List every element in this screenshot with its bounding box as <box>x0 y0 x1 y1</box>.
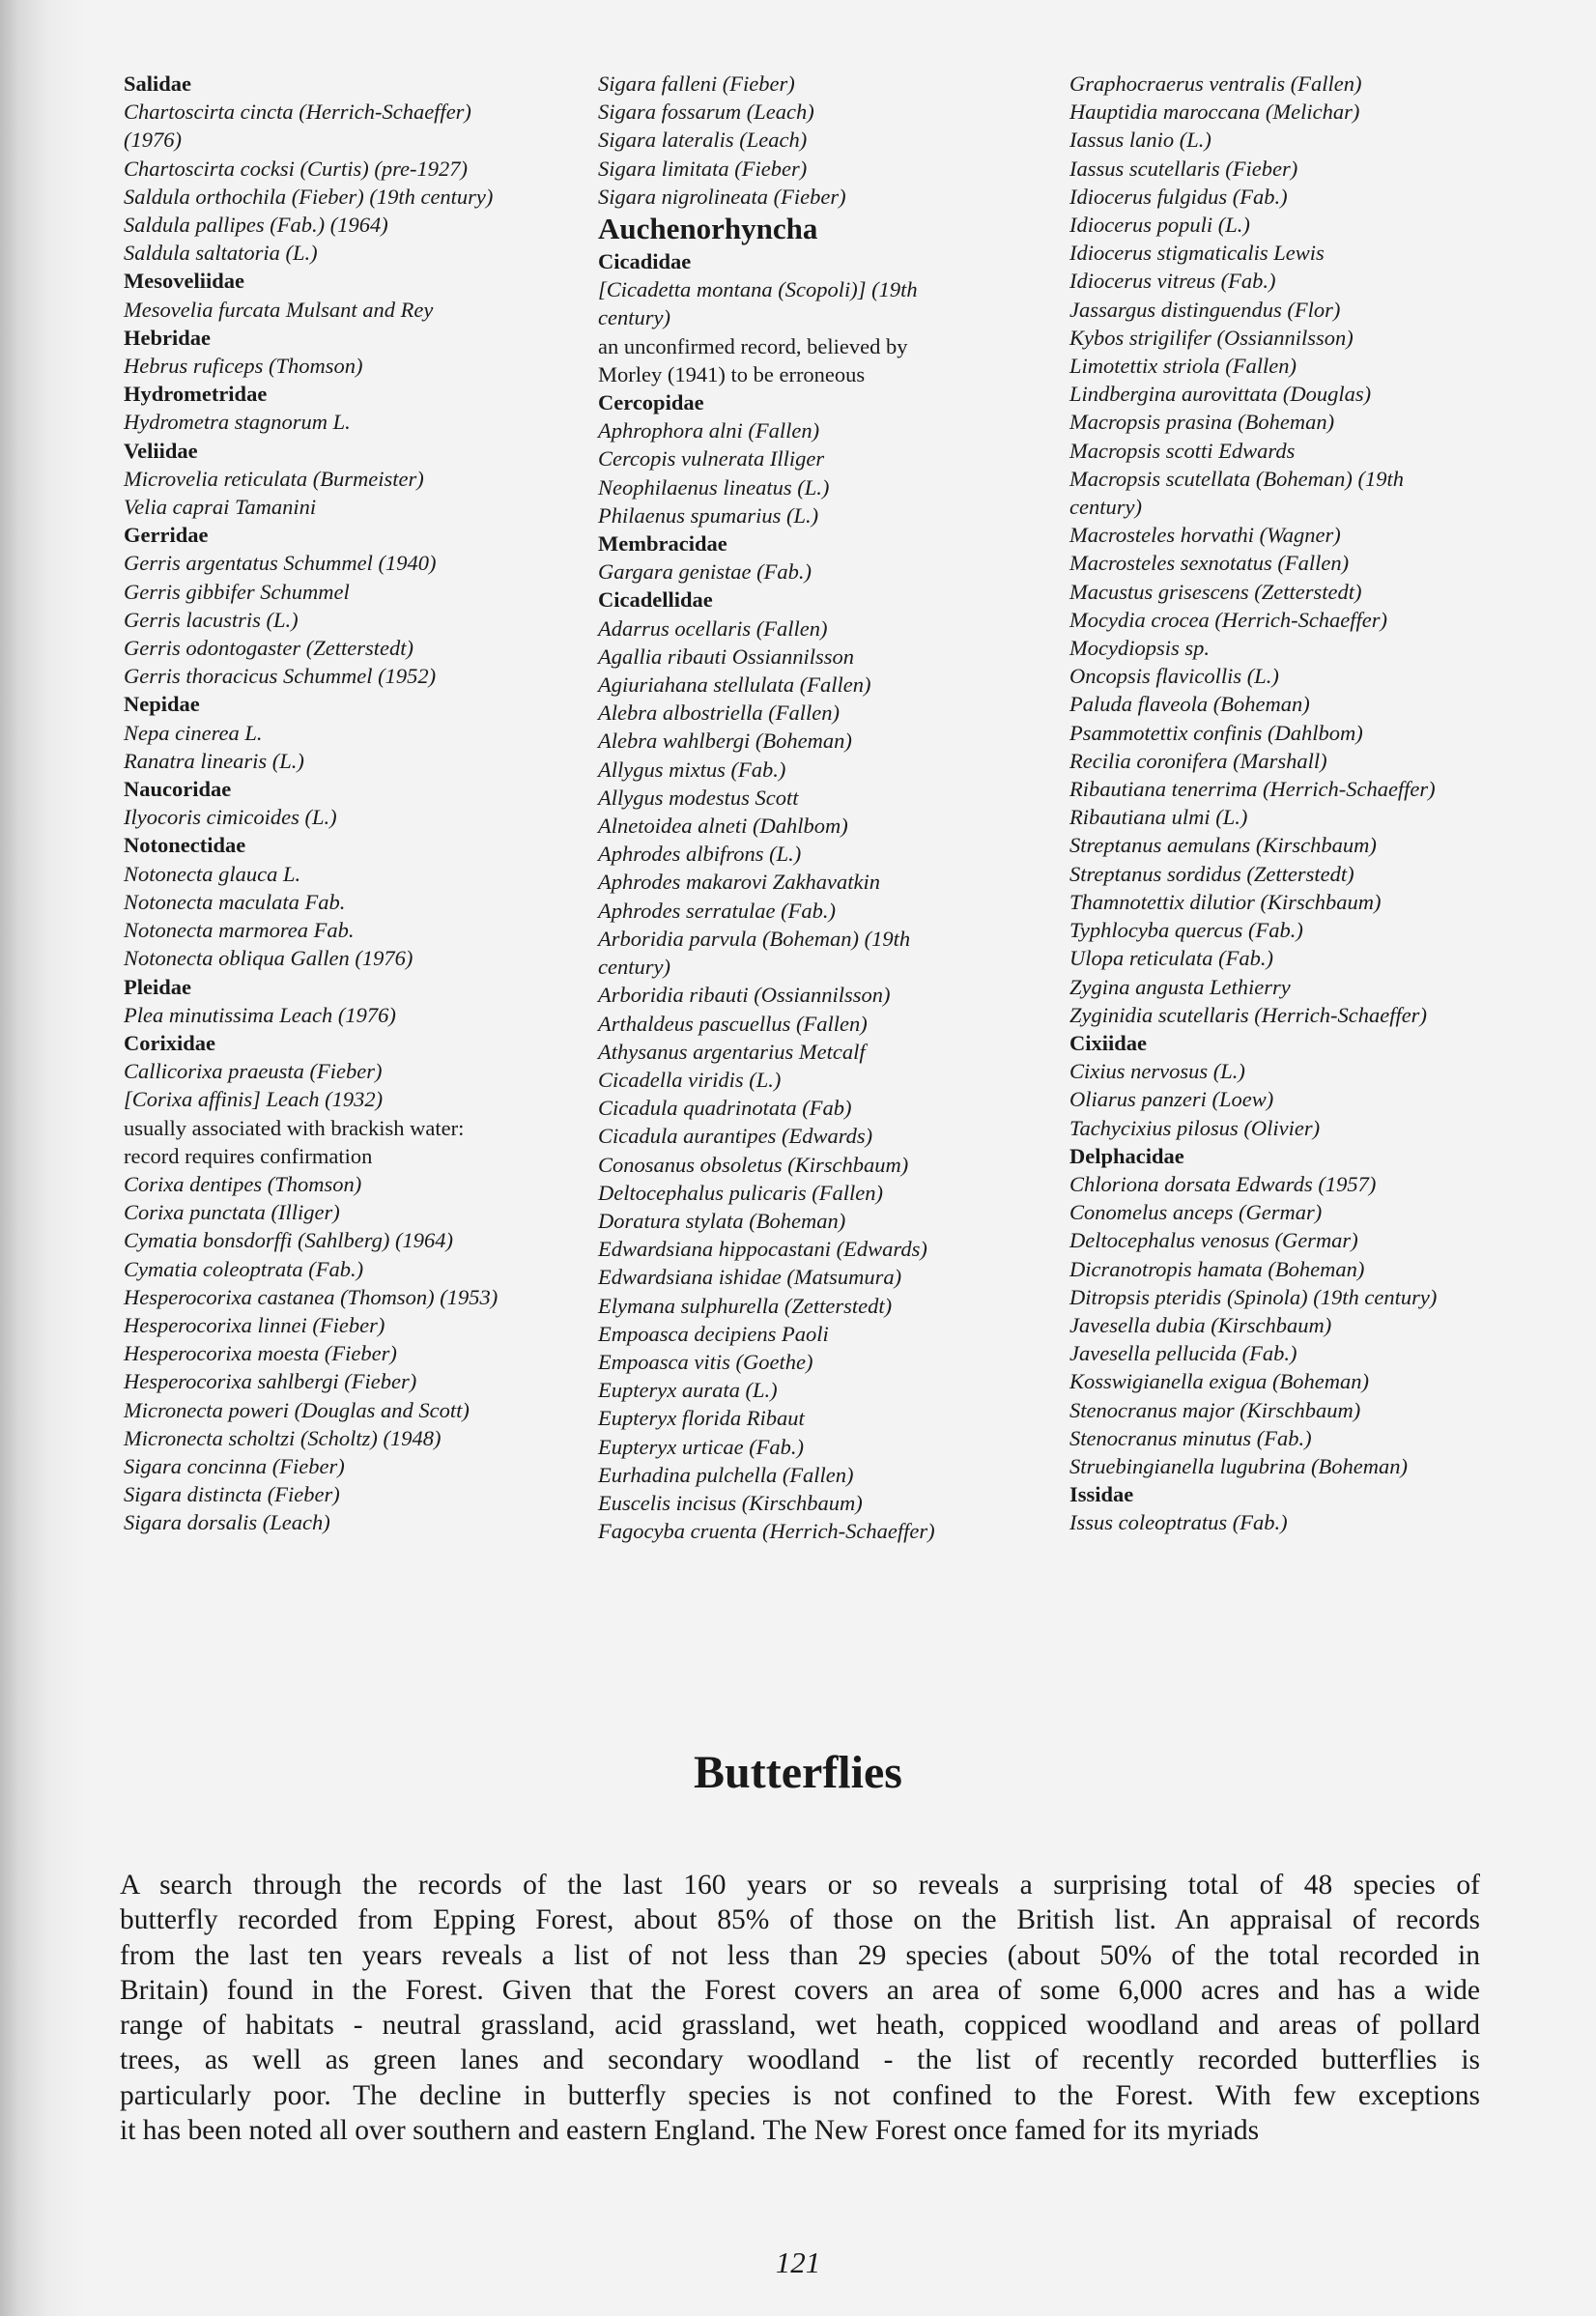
family-heading: Cixiidae <box>1069 1030 1148 1055</box>
species-entry: Idiocerus stigmaticalis Lewis <box>1069 241 1325 266</box>
family-heading: Cicadidae <box>598 249 692 274</box>
page-number: 121 <box>775 2245 821 2279</box>
family-heading: Corixidae <box>124 1030 215 1055</box>
species-entry: Typhlocyba quercus (Fab.) <box>1069 918 1303 943</box>
species-entry: Sigara nigrolineata (Fieber) <box>598 184 846 209</box>
species-entry: Hebrus ruficeps (Thomson) <box>124 354 363 379</box>
species-entry: Chartoscirta cocksi (Curtis) (pre-1927) <box>124 156 469 181</box>
intro-paragraph <box>120 1868 1480 2148</box>
species-entry: Arthaldeus pascuellus (Fallen) <box>598 1011 868 1036</box>
species-entry: Stenocranus minutus (Fab.) <box>1069 1425 1312 1450</box>
species-entry: Sigara fossarum (Leach) <box>598 100 814 125</box>
family-heading: Issidae <box>1069 1482 1134 1507</box>
species-entry: Adarrus ocellaris (Fallen) <box>598 615 828 641</box>
species-entry: Saldula orthochila (Fieber) (19th century) <box>124 184 494 209</box>
species-entry: Javesella dubia (Kirschbaum) <box>1069 1312 1332 1337</box>
species-entry: Allygus mixtus (Fab.) <box>598 757 786 782</box>
species-entry: Gerris odontogaster (Zetterstedt) <box>124 636 413 661</box>
species-entry: Microvelia reticulata (Burmeister) <box>124 466 424 491</box>
species-entry: Streptanus sordidus (Zetterstedt) <box>1069 861 1354 886</box>
species-entry: Chloriona dorsata Edwards (1957) <box>1069 1171 1377 1196</box>
species-entry: Sigara distincta (Fieber) <box>124 1482 340 1507</box>
family-heading: Delphacidae <box>1069 1143 1184 1168</box>
species-entry: Fagocyba cruenta (Herrich-Schaeffer) <box>598 1519 935 1544</box>
species-entry: Velia caprai Tamanini <box>124 495 317 520</box>
species-entry: Hesperocorixa linnei (Fieber) <box>124 1312 385 1337</box>
species-entry: Limotettix striola (Fallen) <box>1069 354 1297 379</box>
species-entry: Cixius nervosus (L.) <box>1069 1059 1245 1084</box>
species-entry: Saldula pallipes (Fab.) (1964) <box>124 213 388 238</box>
species-entry: Issus coleoptratus (Fab.) <box>1069 1510 1288 1535</box>
species-entry: Agiuriahana stellulata (Fallen) <box>598 672 871 698</box>
species-entry: Mesovelia furcata Mulsant and Rey <box>124 297 434 322</box>
species-entry: Jassargus distinguendus (Flor) <box>1069 297 1341 322</box>
species-entry: (1976) <box>124 128 182 153</box>
suborder-heading: Auchenorhyncha <box>598 212 818 246</box>
paragraph-line: butterfly recorded from Epping Forest, about 85% of those on the British list. An appraisal of records <box>120 1904 1480 1936</box>
species-entry: Gerris thoracicus Schummel (1952) <box>124 664 437 689</box>
species-entry: Aphrodes makarovi Zakhavatkin <box>598 870 881 895</box>
species-entry: Eupteryx aurata (L.) <box>598 1378 778 1403</box>
species-entry: Cicadula aurantipes (Edwards) <box>598 1124 873 1149</box>
species-entry: Zygina angusta Lethierry <box>1069 974 1291 999</box>
species-entry: Agallia ribauti Ossiannilsson <box>598 643 855 669</box>
species-entry: Kosswigianella exigua (Boheman) <box>1069 1369 1369 1394</box>
species-entry: Aphrophora alni (Fallen) <box>598 418 820 443</box>
species-entry: Mocydiopsis sp. <box>1069 636 1210 661</box>
family-heading: Naucoridae <box>124 777 232 802</box>
family-heading: Hebridae <box>124 325 211 350</box>
species-entry: Ditropsis pteridis (Spinola) (19th century) <box>1069 1284 1438 1309</box>
paragraph-line: particularly poor. The decline in butterfly species is not confined to the Forest. With few exceptions <box>120 2079 1480 2111</box>
species-entry: Plea minutissima Leach (1976) <box>124 1002 396 1027</box>
paragraph-line: A search through the records of the last 160 years or so reveals a surprising total of 48 species of <box>120 1870 1480 1901</box>
species-entry: Notonecta maculata Fab. <box>124 889 346 914</box>
species-entry: Alebra albostriella (Fallen) <box>598 701 840 726</box>
species-entry: Edwardsiana ishidae (Matsumura) <box>598 1265 902 1290</box>
species-entry: century) <box>598 955 670 980</box>
species-column-2 <box>598 70 1052 1545</box>
species-entry: Aphrodes serratulae (Fab.) <box>598 898 837 923</box>
family-heading: Cicadellidae <box>598 587 713 613</box>
species-entry: Recilia coronifera (Marshall) <box>1069 748 1327 773</box>
species-entry: Hesperocorixa castanea (Thomson) (1953) <box>124 1284 499 1309</box>
species-entry: Eupteryx urticae (Fab.) <box>598 1434 805 1459</box>
family-heading: Pleidae <box>124 974 191 999</box>
species-entry: Callicorixa praeusta (Fieber) <box>124 1059 383 1084</box>
species-entry: Gerris argentatus Schummel (1940) <box>124 551 437 576</box>
species-entry: Cicadella viridis (L.) <box>598 1067 782 1092</box>
species-entry: Stenocranus major (Kirschbaum) <box>1069 1397 1361 1422</box>
paragraph-line: Britain) found in the Forest. Given that the Forest covers an area of some 6,000 acres and has a wide <box>120 1974 1480 2006</box>
species-entry: Notonecta glauca L. <box>124 861 301 886</box>
species-entry: Macropsis prasina (Boheman) <box>1069 410 1335 435</box>
species-entry: Mocydia crocea (Herrich-Schaeffer) <box>1069 607 1388 632</box>
species-entry: Macrosteles horvathi (Wagner) <box>1069 523 1341 548</box>
species-entry: Arboridia ribauti (Ossiannilsson) <box>598 983 891 1008</box>
note-line: record requires confirmation <box>124 1143 373 1168</box>
species-entry: Conosanus obsoletus (Kirschbaum) <box>598 1152 909 1177</box>
species-entry: Cercopis vulnerata Illiger <box>598 446 825 472</box>
species-entry: Cymatia bonsdorffi (Sahlberg) (1964) <box>124 1228 454 1253</box>
species-entry: Cymatia coleoptrata (Fab.) <box>124 1256 364 1281</box>
species-entry: Thamnotettix dilutior (Kirschbaum) <box>1069 889 1382 914</box>
species-entry: Iassus lanio (L.) <box>1069 128 1211 153</box>
species-entry: Streptanus aemulans (Kirschbaum) <box>1069 833 1377 858</box>
family-heading: Hydrometridae <box>124 382 268 407</box>
note-line: an unconfirmed record, believed by <box>598 333 908 358</box>
species-entry: Doratura stylata (Boheman) <box>598 1208 846 1233</box>
note-line: Morley (1941) to be erroneous <box>598 361 866 386</box>
species-entry: Empoasca vitis (Goethe) <box>598 1349 813 1374</box>
species-entry: Micronecta poweri (Douglas and Scott) <box>124 1397 470 1422</box>
paragraph-line: from the last ten years reveals a list of not less than 29 species (about 50% of the total recorded in <box>120 1939 1480 1971</box>
species-entry: Oliarus panzeri (Loew) <box>1069 1087 1274 1112</box>
species-entry: Struebingianella lugubrina (Boheman) <box>1069 1453 1408 1478</box>
species-entry: Idiocerus vitreus (Fab.) <box>1069 269 1276 294</box>
species-entry: Eurhadina pulchella (Fallen) <box>598 1462 854 1487</box>
family-heading: Notonectidae <box>124 833 246 858</box>
species-column-1 <box>124 70 578 1537</box>
family-heading: Nepidae <box>124 692 200 717</box>
species-entry: Sigara lateralis (Leach) <box>598 128 808 153</box>
species-entry: Ribautiana ulmi (L.) <box>1069 805 1248 830</box>
species-entry: Conomelus anceps (Germar) <box>1069 1200 1323 1225</box>
family-heading: Salidae <box>124 71 192 96</box>
species-entry: Deltocephalus venosus (Germar) <box>1069 1228 1358 1253</box>
species-entry: Ranatra linearis (L.) <box>124 748 304 773</box>
family-heading: Mesoveliidae <box>124 269 244 294</box>
species-entry: Iassus scutellaris (Fieber) <box>1069 156 1298 181</box>
paragraph-line: range of habitats - neutral grassland, acid grassland, wet heath, coppiced woodland and areas of pollard <box>120 2010 1480 2042</box>
species-entry: Paluda flaveola (Boheman) <box>1069 692 1310 717</box>
species-entry: Allygus modestus Scott <box>598 785 799 810</box>
species-entry: Ribautiana tenerrima (Herrich-Schaeffer) <box>1069 777 1436 802</box>
species-entry: Micronecta scholtzi (Scholtz) (1948) <box>124 1425 442 1450</box>
species-entry: Chartoscirta cincta (Herrich-Schaeffer) <box>124 100 471 125</box>
species-entry: Corixa dentipes (Thomson) <box>124 1171 362 1196</box>
species-entry: Eupteryx florida Ribaut <box>598 1406 805 1431</box>
species-entry: Gerris gibbifer Schummel <box>124 579 350 604</box>
species-entry: Cicadula quadrinotata (Fab) <box>598 1096 852 1121</box>
species-entry: Sigara dorsalis (Leach) <box>124 1510 330 1535</box>
species-entry: Macropsis scutellata (Boheman) (19th <box>1069 466 1404 491</box>
section-heading: Butterflies <box>694 1747 902 1798</box>
species-entry: Alnetoidea alneti (Dahlbom) <box>598 814 848 839</box>
species-entry: Arboridia parvula (Boheman) (19th <box>598 926 911 951</box>
species-entry: Psammotettix confinis (Dahlbom) <box>1069 720 1363 745</box>
species-entry: Sigara concinna (Fieber) <box>124 1453 345 1478</box>
species-entry: Philaenus spumarius (L.) <box>598 502 819 528</box>
species-entry: Dicranotropis hamata (Boheman) <box>1069 1256 1365 1281</box>
species-entry: Euscelis incisus (Kirschbaum) <box>598 1490 863 1515</box>
species-entry: Hesperocorixa sahlbergi (Fieber) <box>124 1369 417 1394</box>
species-entry: Javesella pellucida (Fab.) <box>1069 1341 1297 1366</box>
species-entry: Neophilaenus lineatus (L.) <box>598 474 830 500</box>
species-column-3 <box>1069 70 1553 1537</box>
species-entry: [Corixa affinis] Leach (1932) <box>124 1087 384 1112</box>
species-entry: Macustus grisescens (Zetterstedt) <box>1069 579 1362 604</box>
species-entry: Macrosteles sexnotatus (Fallen) <box>1069 551 1350 576</box>
species-entry: Elymana sulphurella (Zetterstedt) <box>598 1293 893 1318</box>
species-entry: [Cicadetta montana (Scopoli)] (19th <box>598 277 918 302</box>
family-heading: Gerridae <box>124 523 209 548</box>
species-entry: Graphocraerus ventralis (Fallen) <box>1069 71 1362 96</box>
paragraph-line: it has been noted all over southern and eastern England. The New Forest once famed for its myriads <box>120 2115 1260 2147</box>
species-entry: Sigara limitata (Fieber) <box>598 156 808 181</box>
family-heading: Cercopidae <box>598 390 704 415</box>
species-entry: Notonecta obliqua Gallen (1976) <box>124 946 413 971</box>
species-entry: Macropsis scotti Edwards <box>1069 438 1296 463</box>
species-entry: Notonecta marmorea Fab. <box>124 918 355 943</box>
species-entry: Gerris lacustris (L.) <box>124 607 299 632</box>
species-entry: century) <box>1069 495 1142 520</box>
species-entry: Hydrometra stagnorum L. <box>124 410 351 435</box>
species-entry: Deltocephalus pulicaris (Fallen) <box>598 1180 883 1205</box>
species-entry: Ulopa reticulata (Fab.) <box>1069 946 1274 971</box>
species-entry: Saldula saltatoria (L.) <box>124 241 318 266</box>
species-entry: Corixa punctata (Illiger) <box>124 1200 340 1225</box>
species-entry: Aphrodes albifrons (L.) <box>598 842 802 867</box>
species-entry: Idiocerus populi (L.) <box>1069 213 1250 238</box>
species-entry: Hauptidia maroccana (Melichar) <box>1069 100 1360 125</box>
species-entry: Sigara falleni (Fieber) <box>598 71 795 96</box>
species-entry: Idiocerus fulgidus (Fab.) <box>1069 184 1288 209</box>
paragraph-line: trees, as well as green lanes and secondary woodland - the list of recently recorded butterflies is <box>120 2044 1480 2076</box>
note-line: usually associated with brackish water: <box>124 1115 465 1140</box>
species-entry: Lindbergina aurovittata (Douglas) <box>1069 382 1372 407</box>
species-entry: Alebra wahlbergi (Boheman) <box>598 729 852 754</box>
species-entry: Empoasca decipiens Paoli <box>598 1321 829 1346</box>
species-entry: century) <box>598 305 670 330</box>
species-entry: Oncopsis flavicollis (L.) <box>1069 664 1279 689</box>
species-entry: Zyginidia scutellaris (Herrich-Schaeffer) <box>1069 1002 1427 1027</box>
species-entry: Gargara genistae (Fab.) <box>598 559 812 585</box>
species-entry: Nepa cinerea L. <box>124 720 263 745</box>
species-entry: Tachycixius pilosus (Olivier) <box>1069 1115 1321 1140</box>
family-heading: Membracidae <box>598 531 727 557</box>
family-heading: Veliidae <box>124 438 198 463</box>
species-entry: Athysanus argentarius Metcalf <box>598 1039 866 1064</box>
species-entry: Kybos strigilifer (Ossiannilsson) <box>1069 325 1354 350</box>
species-entry: Edwardsiana hippocastani (Edwards) <box>598 1237 927 1262</box>
species-entry: Ilyocoris cimicoides (L.) <box>124 805 337 830</box>
species-entry: Hesperocorixa moesta (Fieber) <box>124 1341 397 1366</box>
